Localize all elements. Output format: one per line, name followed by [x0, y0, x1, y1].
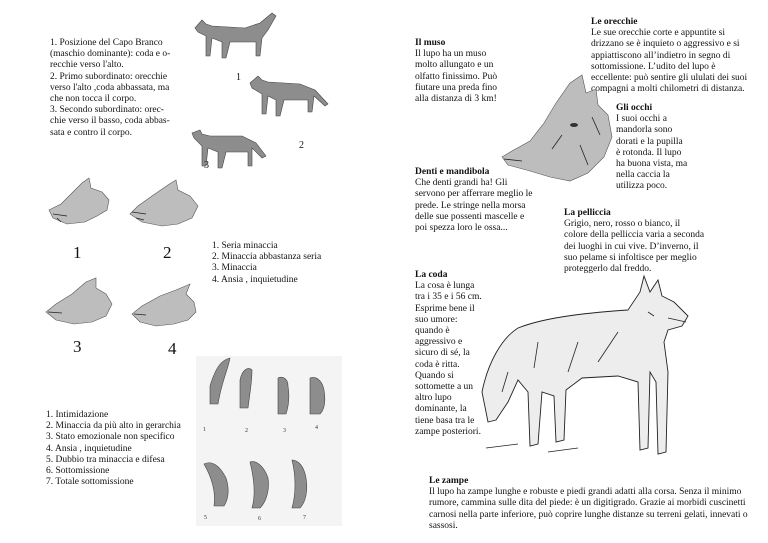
coda-title: La coda: [415, 270, 448, 280]
tail-label-6: 6: [258, 516, 261, 522]
head-label-4: 4: [168, 339, 177, 358]
section-denti: [415, 167, 550, 234]
head-label-3: 3: [73, 337, 82, 356]
wolf-full-body-illustration: [478, 272, 700, 462]
muso-title: Il muso: [415, 38, 446, 48]
tail-label-3: 3: [283, 428, 286, 434]
tail-position-legend: 1. Intimidazione 2. Minaccia da più alto in gerarchia 3. Stato emozionale non specifico 4. Ansia , inquietudine 5. Dubbio tra minaccia e difesa 6. Sottomissione 7. Totale sottomissione: [46, 410, 181, 488]
section-zampe: [429, 476, 759, 532]
denti-title: Denti e mandibola: [415, 167, 490, 177]
zampe-title: Le zampe: [429, 476, 469, 486]
muso-text: Il lupo ha un muso molto allungato e un olfatto finissimo. Può fiutare una preda fino alla distanza di 3 km!: [415, 49, 498, 105]
coda-text: La cosa è lunga tra i 35 e i 56 cm. Esprime bene il suo umore: quando è aggressivo e sicuro di sé, la coda è ritta. Quando si sottomette a un altro lupo dominante, la tiene basa tra le zampe posteriori.: [415, 281, 482, 437]
head-label-1: 1: [73, 243, 82, 262]
tail-positions-illustration: [196, 356, 342, 526]
pelliccia-text: Grigio, nero, rosso o bianco, il colore della pelliccia varia a seconda dei luoghi in cui vive. D’inverno, il suo pelame si infoltisce per meglio proteggerlo dal freddo.: [564, 219, 705, 275]
wolf-head-2-illustration: [128, 180, 203, 235]
pack-label-2: 2: [299, 140, 304, 151]
wolf-first-subordinate-figure: [250, 76, 328, 116]
wolf-head-1-illustration: [47, 178, 117, 233]
tail-label-5: 5: [204, 515, 207, 521]
section-muso: [415, 38, 510, 105]
wolf-dominant-figure: [195, 13, 276, 58]
occhi-title: Gli occhi: [616, 103, 653, 113]
tail-label-1: 1: [203, 427, 206, 433]
section-coda: [415, 270, 487, 438]
pack-position-text: 1. Posizione del Capo Branco (maschio dominante): coda e o- recchie verso l'alto. 2. Primo subordinato: orecchie verso l'alto ,coda abbassata, ma che non tocca il corpo. 3. Secondo subordinato: orec- chie verso il basso, coda abbas- sata e contro il corpo.: [50, 38, 171, 138]
orecchie-title: Le orecchie: [591, 17, 638, 27]
zampe-text: Il lupo ha zampe lunghe e robuste e piedi grandi adatti alla corsa. Senza il minimo rumore, cammina sulle dita del piede: è un digitigrado. Grazie ai morbidi cuscinetti carnosi nella parte inferiore, può coprire lunghe distanze su terreni gelati, innevati o sassosi.: [429, 487, 748, 531]
head-expression-legend: 1. Seria minaccia 2. Minaccia abbastanza seria 3. Minaccia 4. Ansia , inquietudine: [212, 241, 322, 285]
denti-text: Che denti grandi ha! Gli servono per afferrare meglio le prede. Le stringe nella morsa delle sue possenti mascelle e poi spezza loro le ossa...: [415, 178, 533, 234]
pelliccia-title: La pelliccia: [564, 208, 611, 218]
wolf-head-4-illustration: [130, 280, 200, 335]
occhi-text: I suoi occhi a mandorla sono dorati e la pupilla è rotonda. Il lupo ha buona vista, ma nella caccia la utilizza poco.: [616, 114, 688, 192]
pack-label-3: 3: [204, 160, 209, 171]
tail-label-2: 2: [245, 428, 248, 434]
pack-wolves-illustration: [190, 8, 340, 173]
head-label-2: 2: [163, 243, 172, 262]
orecchie-text: Le sue orecchie corte e appuntite si drizzano se è inquieto o aggressivo e si appiattiscono all’indietro in segno di sottomissione. L’udito del lupo è eccellente: può sentire gli ululati dei suoi compagni a molti chilometri di distanza.: [591, 28, 748, 95]
section-orecchie: [591, 17, 766, 95]
tail-label-4: 4: [315, 425, 318, 431]
wolf-head-3-illustration: [44, 278, 116, 333]
tail-label-7: 7: [303, 515, 306, 521]
section-occhi: [616, 103, 696, 193]
pack-label-1: 1: [236, 72, 241, 83]
section-pelliccia: [564, 208, 739, 275]
